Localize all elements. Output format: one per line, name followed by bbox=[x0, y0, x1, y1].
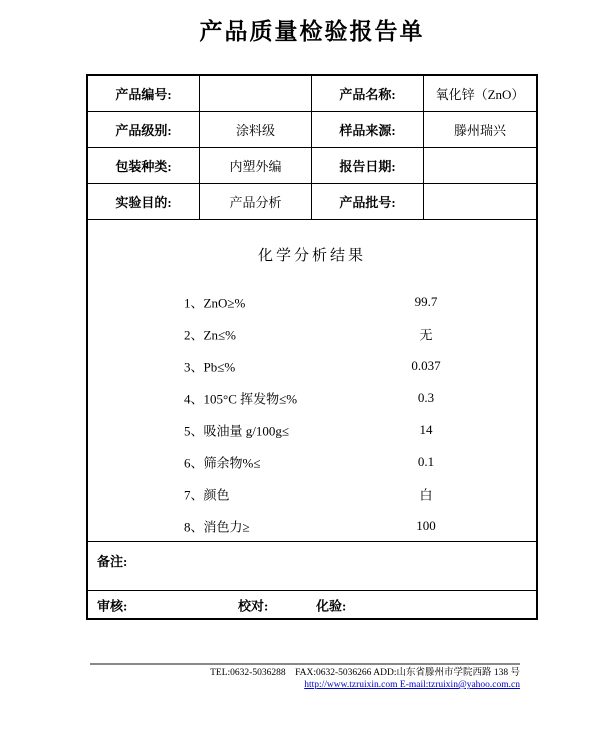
analysis-item-value: 0.3 bbox=[417, 390, 435, 405]
analysis-section-title: 化学分析结果 bbox=[257, 248, 366, 264]
analysis-item bbox=[88, 510, 536, 542]
analysis-item-label: 4、105°C 挥发物≤% bbox=[184, 391, 298, 407]
info-grid bbox=[88, 76, 536, 220]
info-value-cell: 涂料级 bbox=[200, 112, 312, 148]
info-label-cell: 包装种类: bbox=[88, 148, 200, 184]
footer-link-line bbox=[90, 679, 520, 691]
analysis-item-label: 5、吸油量 g/100g≤ bbox=[184, 423, 289, 439]
signoff-assay-label: 化验: bbox=[316, 598, 347, 613]
analysis-item-label: 1、ZnO≥% bbox=[184, 295, 246, 311]
info-value-cell: 产品分析 bbox=[200, 184, 312, 220]
info-label-cell: 产品级别: bbox=[88, 112, 200, 148]
page-footer bbox=[90, 663, 520, 691]
signoff-review-label: 审核: bbox=[97, 598, 128, 613]
analysis-item-value: 14 bbox=[419, 422, 433, 437]
analysis-item-label: 3、Pb≤% bbox=[184, 359, 236, 375]
analysis-item-label: 8、消色力≥ bbox=[184, 519, 250, 535]
analysis-item bbox=[88, 318, 536, 350]
analysis-item-label: 2、Zn≤% bbox=[184, 327, 236, 343]
info-label-cell: 实验目的: bbox=[88, 184, 200, 220]
analysis-item-value: 白 bbox=[419, 487, 433, 503]
analysis-section bbox=[88, 220, 536, 542]
analysis-item-value: 99.7 bbox=[414, 294, 438, 309]
analysis-item-value: 100 bbox=[416, 518, 436, 533]
analysis-item bbox=[88, 382, 536, 414]
signoff-proofread-label: 校对: bbox=[238, 598, 269, 613]
info-value-cell: 氧化锌（ZnO） bbox=[424, 76, 536, 112]
info-value-cell bbox=[424, 148, 536, 184]
info-label-cell: 样品来源: bbox=[312, 112, 424, 148]
analysis-item-value: 0.037 bbox=[411, 358, 441, 373]
analysis-item bbox=[88, 478, 536, 510]
info-label-cell: 产品名称: bbox=[312, 76, 424, 112]
info-label-cell: 产品编号: bbox=[88, 76, 200, 112]
analysis-item-value: 无 bbox=[419, 327, 433, 343]
info-value-cell: 滕州瑞兴 bbox=[424, 112, 536, 148]
info-label-cell: 产品批号: bbox=[312, 184, 424, 220]
report-table bbox=[86, 74, 538, 620]
footer-divider bbox=[90, 663, 520, 665]
footer-contact-line: TEL:0632-5036288 FAX:0632-5036266 ADD:山东省滕州市学院西路 138 号 bbox=[210, 668, 520, 678]
analysis-item bbox=[88, 446, 536, 478]
analysis-items bbox=[88, 286, 536, 542]
analysis-item-value: 0.1 bbox=[417, 454, 435, 469]
info-value-cell bbox=[424, 184, 536, 220]
page-title: 产品质量检验报告单 bbox=[199, 19, 425, 44]
analysis-item-label: 7、颜色 bbox=[184, 487, 230, 503]
analysis-item bbox=[88, 350, 536, 382]
website-email-link[interactable]: http://www.tzruixin.com E-mail:tzruixin@yahoo.com.cn bbox=[304, 680, 520, 690]
remarks-label: 备注: bbox=[97, 554, 128, 569]
analysis-item bbox=[88, 414, 536, 446]
analysis-item bbox=[88, 286, 536, 318]
analysis-item-label: 6、筛余物%≤ bbox=[184, 455, 261, 471]
info-value-cell: 内塑外编 bbox=[200, 148, 312, 184]
remarks-row bbox=[88, 542, 536, 591]
info-value-cell bbox=[200, 76, 312, 112]
signoff-row bbox=[88, 591, 536, 618]
info-label-cell: 报告日期: bbox=[312, 148, 424, 184]
